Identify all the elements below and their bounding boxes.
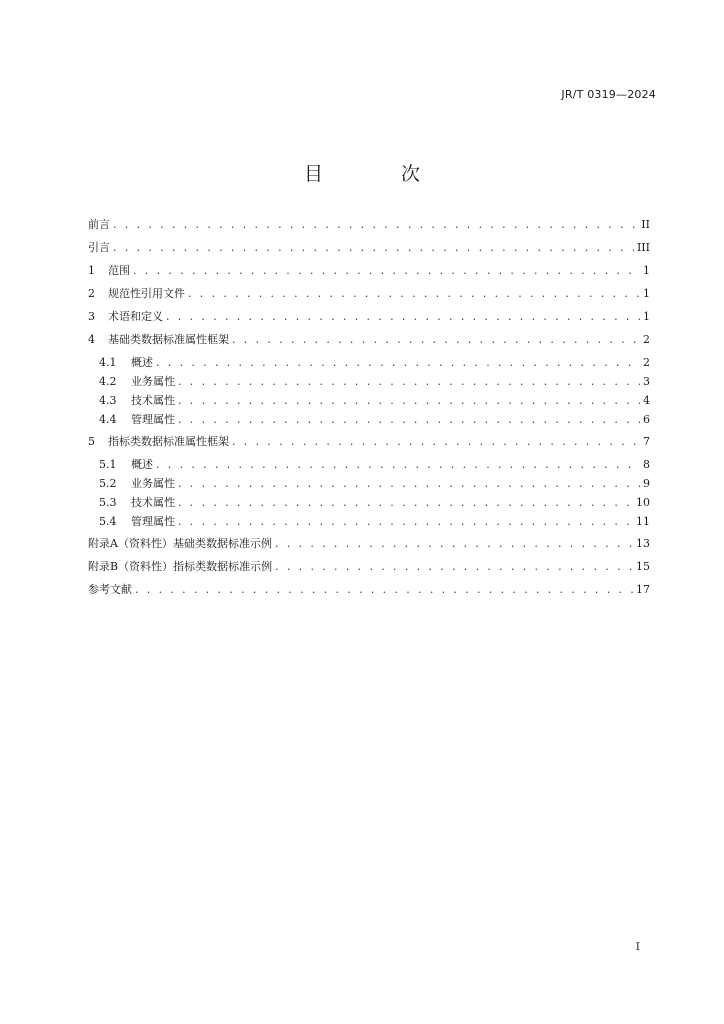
toc-entry[interactable] <box>88 285 650 308</box>
toc-entry[interactable] <box>88 411 650 430</box>
toc-dot-leader <box>178 413 640 426</box>
toc-dot-leader <box>178 375 640 388</box>
toc-entry-page: 3 <box>643 375 650 388</box>
toc-entry-label <box>88 285 185 301</box>
toc-entry-text: 业务属性 <box>131 477 175 490</box>
toc-entry[interactable] <box>88 373 650 392</box>
toc-entry-text: 概述 <box>131 458 153 471</box>
toc-entry-number: 5 <box>88 435 95 448</box>
toc-entry-page: 10 <box>636 496 650 509</box>
toc-entry-label <box>88 433 229 449</box>
toc-entry[interactable] <box>88 433 650 456</box>
toc-entry-label <box>88 331 229 347</box>
toc-entry-number: 5.2 <box>99 477 117 490</box>
toc-dot-leader <box>232 435 640 448</box>
toc-entry-number: 5.1 <box>99 458 117 471</box>
toc-entry[interactable] <box>88 216 650 239</box>
standard-code: JR/T 0319—2024 <box>561 88 656 101</box>
toc-dot-leader <box>275 560 633 573</box>
toc-entry-label <box>88 535 272 551</box>
toc-entry-label <box>88 581 132 597</box>
toc-entry-number: 4.2 <box>99 375 117 388</box>
toc-entry-page: 13 <box>636 537 650 550</box>
toc-entry-number: 4.4 <box>99 413 117 426</box>
toc-dot-leader <box>178 496 633 509</box>
page-number: I <box>635 940 640 953</box>
toc-dot-leader <box>178 515 633 528</box>
toc-entry[interactable] <box>88 513 650 532</box>
toc-entry-page: 1 <box>643 310 650 323</box>
toc-dot-leader <box>156 458 640 471</box>
toc-dot-leader <box>178 477 640 490</box>
toc-entry-page: 4 <box>643 394 650 407</box>
toc-entry-number: 3 <box>88 310 95 323</box>
toc-entry-number: 4 <box>88 333 95 346</box>
toc-entry-text: 附录B（资料性）指标类数据标准示例 <box>88 560 273 573</box>
toc-entry-page: 7 <box>643 435 650 448</box>
toc-entry-page: 17 <box>636 583 650 596</box>
toc-entry-number: 4.3 <box>99 394 117 407</box>
toc-entry[interactable] <box>88 262 650 285</box>
toc-entry-label <box>99 354 153 370</box>
toc-entry-page: 15 <box>636 560 650 573</box>
toc-entry-page: 9 <box>643 477 650 490</box>
toc-entry-page: III <box>636 241 650 254</box>
toc-entry-number: 5.3 <box>99 496 117 509</box>
toc-entry[interactable] <box>88 475 650 494</box>
toc-entry-text: 参考文献 <box>88 583 132 596</box>
toc-entry-page: 2 <box>643 356 650 369</box>
toc-entry[interactable] <box>88 456 650 475</box>
table-of-contents <box>88 216 650 604</box>
toc-entry[interactable] <box>88 581 650 604</box>
toc-entry-text: 范围 <box>108 264 130 277</box>
toc-entry-label <box>88 239 110 255</box>
toc-entry-page: 6 <box>643 413 650 426</box>
toc-entry-page: 8 <box>643 458 650 471</box>
toc-entry[interactable] <box>88 331 650 354</box>
toc-entry-label <box>99 373 175 389</box>
toc-dot-leader <box>133 264 640 277</box>
toc-entry-label <box>88 308 163 324</box>
toc-entry-text: 技术属性 <box>131 394 175 407</box>
toc-entry-text: 指标类数据标准属性框架 <box>108 435 229 448</box>
toc-entry-label <box>99 494 175 510</box>
toc-entry-label <box>88 262 130 278</box>
toc-entry-page: 11 <box>636 515 650 528</box>
toc-entry-text: 规范性引用文件 <box>108 287 185 300</box>
toc-entry-page: 1 <box>643 264 650 277</box>
toc-entry[interactable] <box>88 308 650 331</box>
toc-dot-leader <box>113 218 638 231</box>
toc-entry-text: 前言 <box>88 218 110 231</box>
toc-entry[interactable] <box>88 494 650 513</box>
toc-entry-text: 管理属性 <box>131 413 175 426</box>
toc-entry-label <box>99 475 175 491</box>
toc-entry[interactable] <box>88 558 650 581</box>
page-title: 目 次 <box>303 163 457 185</box>
toc-entry-text: 管理属性 <box>131 515 175 528</box>
toc-entry-text: 术语和定义 <box>108 310 163 323</box>
toc-entry-text: 引言 <box>88 241 110 254</box>
toc-entry[interactable] <box>88 354 650 373</box>
toc-entry-page: II <box>641 218 650 231</box>
toc-dot-leader <box>113 241 634 254</box>
toc-entry[interactable] <box>88 535 650 558</box>
toc-dot-leader <box>178 394 640 407</box>
toc-entry-number: 1 <box>88 264 95 277</box>
toc-entry[interactable] <box>88 392 650 411</box>
toc-entry-label <box>99 392 175 408</box>
toc-entry-label <box>99 513 175 529</box>
toc-entry-text: 概述 <box>131 356 153 369</box>
toc-entry-page: 1 <box>643 287 650 300</box>
toc-entry-text: 附录A（资料性）基础类数据标准示例 <box>88 537 272 550</box>
toc-entry-page: 2 <box>643 333 650 346</box>
toc-dot-leader <box>275 537 633 550</box>
toc-entry-number: 4.1 <box>99 356 117 369</box>
toc-entry-text: 技术属性 <box>131 496 175 509</box>
toc-dot-leader <box>188 287 640 300</box>
toc-entry-text: 业务属性 <box>131 375 175 388</box>
toc-entry-label <box>88 216 110 232</box>
toc-dot-leader <box>232 333 640 346</box>
toc-entry-label <box>99 456 153 472</box>
toc-entry-label <box>99 411 175 427</box>
toc-entry-label <box>88 558 272 574</box>
toc-entry-text: 基础类数据标准属性框架 <box>108 333 229 346</box>
toc-entry[interactable] <box>88 239 650 262</box>
toc-dot-leader <box>166 310 640 323</box>
toc-dot-leader <box>156 356 640 369</box>
toc-entry-number: 2 <box>88 287 95 300</box>
toc-entry-number: 5.4 <box>99 515 117 528</box>
toc-dot-leader <box>135 583 633 596</box>
